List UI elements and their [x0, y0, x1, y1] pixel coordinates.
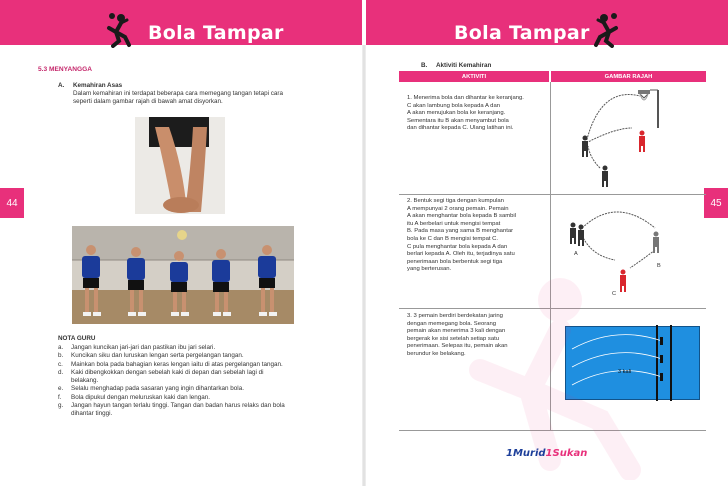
page-number-left: 44 [0, 188, 24, 218]
note-text: Kuncikan siku dan luruskan lengan serta pergelangan tangan. [71, 352, 244, 360]
page-number-right: 45 [704, 188, 728, 218]
line: berlari kepada A. Oleh itu, terjadinya satu [407, 251, 515, 258]
diagram-label-b: B [657, 263, 661, 269]
diagram-label-a: A [574, 251, 578, 257]
logo-part2: 1Sukan [545, 448, 588, 459]
note-text: Jangan kuncikan jari-jari dan pastikan ibu jari selari. [71, 344, 216, 351]
list-item [58, 402, 348, 410]
teacher-notes-list [58, 344, 348, 419]
section-title: Aktiviti Kemahiran [436, 62, 492, 69]
logo [506, 448, 587, 459]
line: pemain akan menerima 3 kali dengan [407, 328, 506, 335]
note-label: e. [58, 385, 64, 393]
note-label: f. [58, 393, 62, 401]
logo-part1: 1Murid [506, 448, 546, 459]
line: 1. Menerima bola dan dihantar ke keranjang. [407, 95, 524, 101]
list-item [58, 385, 348, 393]
subsection-text: Dalam kemahiran ini terdapat beberapa cara memegang tangan tetapi cara [73, 90, 284, 97]
passing-sequence-photo [72, 226, 294, 324]
list-item [58, 410, 348, 418]
list-item [58, 361, 348, 369]
line: yang berterusan. [407, 266, 452, 273]
column-header-diagram: GAMBAR RAJAH [551, 71, 706, 82]
note-text: Jangan hayun tangan terlalu tinggi. Tangan dan badan harus relaks dan bola [71, 402, 285, 410]
line: penerimaan bola berbentuk segi tiga [407, 258, 503, 265]
note-label: c. [58, 360, 63, 368]
diagram-label-c: C [612, 291, 617, 297]
volleyball-player-icon [99, 12, 135, 48]
page-title-left: Bola Tampar [148, 22, 284, 44]
line: B. Pada masa yang sama B menghantar [407, 228, 514, 235]
note-label: g. [58, 402, 64, 410]
note-text: belakang. [71, 377, 99, 385]
note-label: b. [58, 352, 64, 360]
forearm-grip-photo [135, 117, 225, 214]
list-item [58, 352, 348, 360]
activity-1-text [407, 95, 552, 133]
line: A akan menujukan bola ke keranjang. [407, 110, 506, 117]
list-item [58, 344, 348, 352]
note-text: Kaki dibengkokkan dengan sebelah kaki di depan dan sebelah lagi di [71, 368, 264, 376]
line: dan dihantar kepada C. Ulang latihan ini. [407, 125, 514, 132]
header-center-gap [362, 0, 366, 45]
subsection-title: Kemahiran Asas [73, 82, 123, 89]
line: bergerak ke sisi setelah setiap satu [407, 335, 500, 342]
background-player-icon [440, 260, 720, 480]
line: A akan menghantar bola kepada B sambil [407, 213, 517, 220]
line: 3. 3 pemain berdiri berdekatan jaring [407, 313, 503, 319]
list-item [58, 369, 348, 377]
line: C pula menghantar bola kepada A dan [407, 243, 508, 250]
page-fold [362, 45, 366, 486]
line: C akan lambung bola kepada A dan [407, 102, 501, 109]
subsection-letter: A. [58, 82, 65, 89]
diagram-label-3x: 3 kali [618, 369, 632, 375]
line: 2. Bentuk segi tiga dengan kumpulan [407, 198, 504, 204]
page-title-right: Bola Tampar [454, 22, 590, 44]
line: bola ke C dan B mengisi tempat C. [407, 235, 499, 242]
note-text: Selalu menghadap pada sasaran yang ingin dihantarkan bola. [71, 385, 244, 393]
list-item [58, 377, 348, 385]
section-letter: B. [421, 62, 428, 69]
line: itu A berbelari untuk mengisi tempat [407, 220, 501, 227]
subsection-text: seperti dalam gambar rajah di bawah amat disyorkan. [73, 98, 223, 105]
line: dengan memegang bola. Seorang [407, 320, 497, 327]
line: A mempunyai 2 orang pemain. Pemain [407, 205, 509, 212]
note-label: a. [58, 344, 64, 351]
section-heading: 5.3 MENYANGGA [38, 66, 92, 73]
note-text: Mainkan bola pada bahagian keras lengan iaitu di atas pergelangan tangan. [71, 360, 283, 368]
teacher-notes-title: NOTA GURU [58, 335, 96, 342]
line: berundur ke belakang. [407, 350, 466, 357]
diagram-1-basket-drill [560, 88, 700, 192]
note-text: dihantar tinggi. [71, 410, 113, 418]
line: penerimaan. Selepas itu, pemain akan [407, 343, 508, 350]
volleyball-player-icon [590, 12, 626, 48]
note-text: Bola dipukul dengan meluruskan kaki dan lengan. [71, 393, 210, 401]
column-header-activity: AKTIVITI [399, 71, 549, 82]
note-label: d. [58, 368, 64, 376]
line: Sementara itu B akan menyambut bola [407, 117, 509, 124]
list-item [58, 394, 348, 402]
